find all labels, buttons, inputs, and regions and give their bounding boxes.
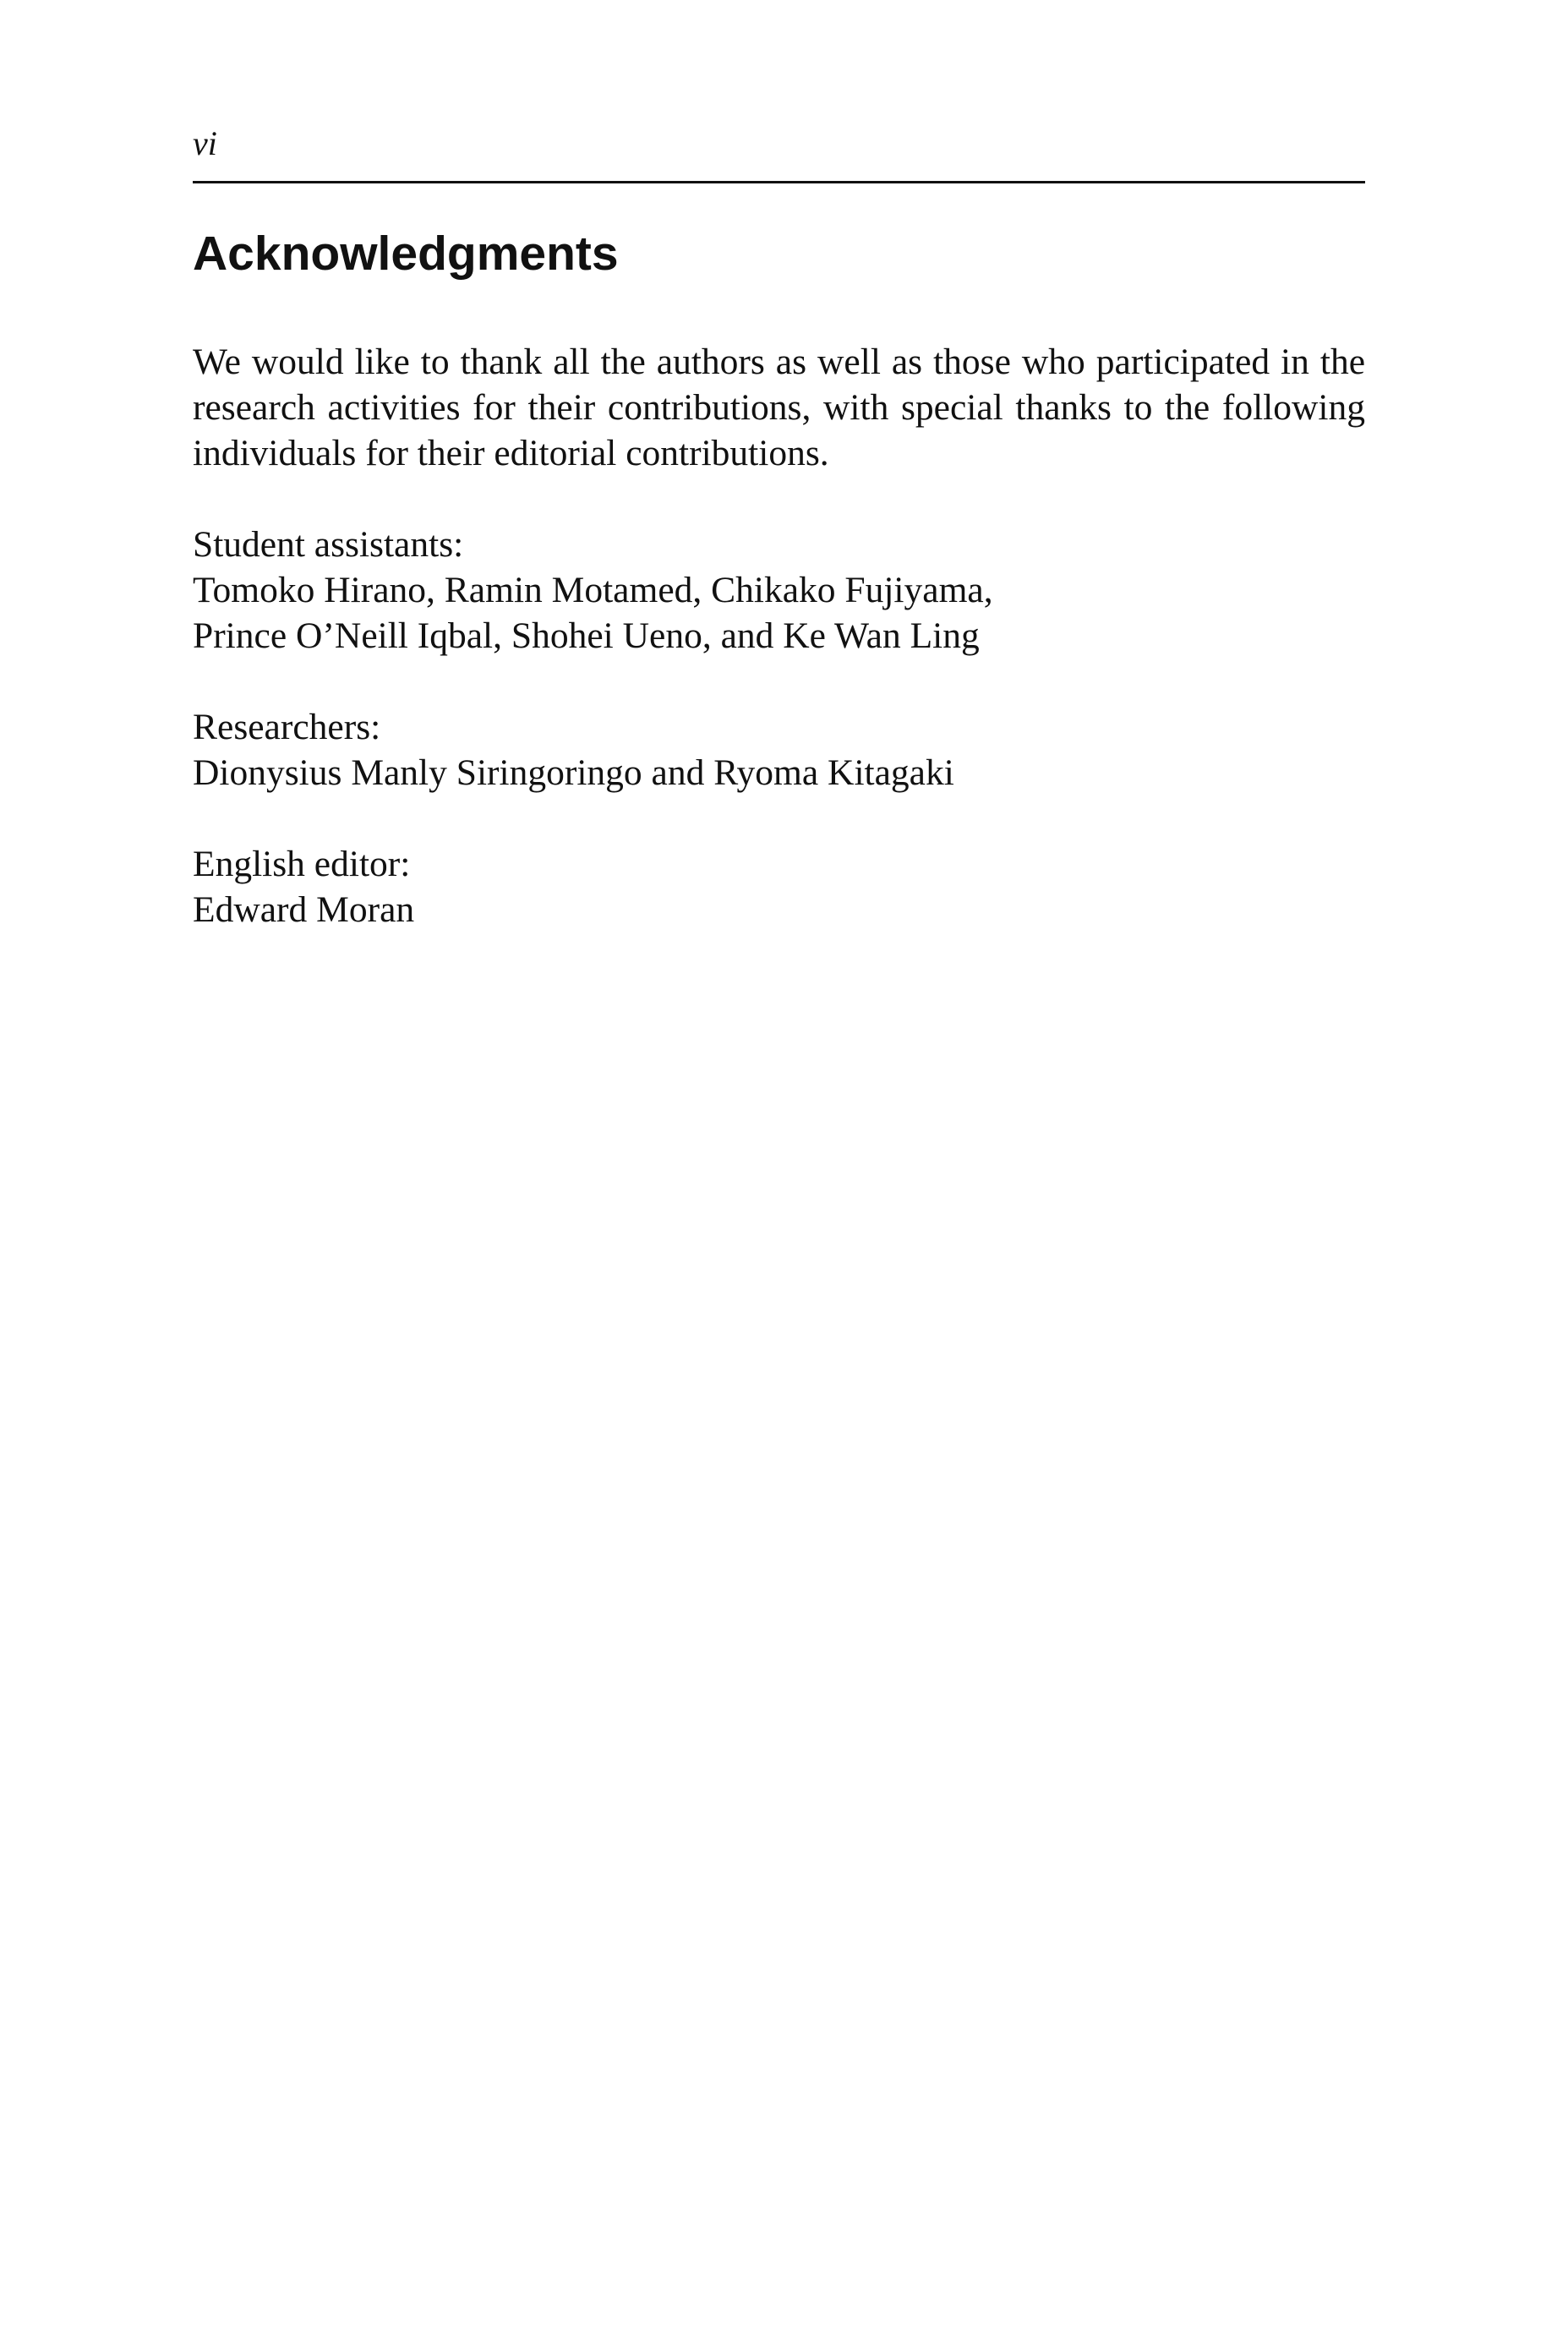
acknowledgment-group-researchers — [193, 704, 1365, 796]
page-title: Acknowledgments — [193, 227, 619, 281]
group-names-line: Edward Moran — [193, 889, 415, 930]
acknowledgment-group-student-assistants — [193, 522, 1365, 659]
group-names-line: Tomoko Hirano, Ramin Motamed, Chikako Fujiyama, — [193, 570, 993, 610]
acknowledgment-group-english-editor — [193, 841, 1365, 932]
group-names-line: Prince O’Neill Iqbal, Shohei Ueno, and Ke Wan Ling — [193, 615, 980, 656]
group-names-line: Dionysius Manly Siringoringo and Ryoma Kitagaki — [193, 752, 954, 793]
document-page — [193, 124, 1365, 932]
group-heading: English editor: — [193, 844, 411, 884]
intro-paragraph: We would like to thank all the authors as well as those who participated in the research activities for their contributions, with special thanks to the following individuals for their editorial contributions. — [193, 342, 1365, 473]
group-heading: Researchers: — [193, 707, 381, 747]
header-rule — [193, 181, 1365, 183]
group-heading: Student assistants: — [193, 524, 464, 565]
running-head-page-number: vi — [193, 124, 217, 162]
